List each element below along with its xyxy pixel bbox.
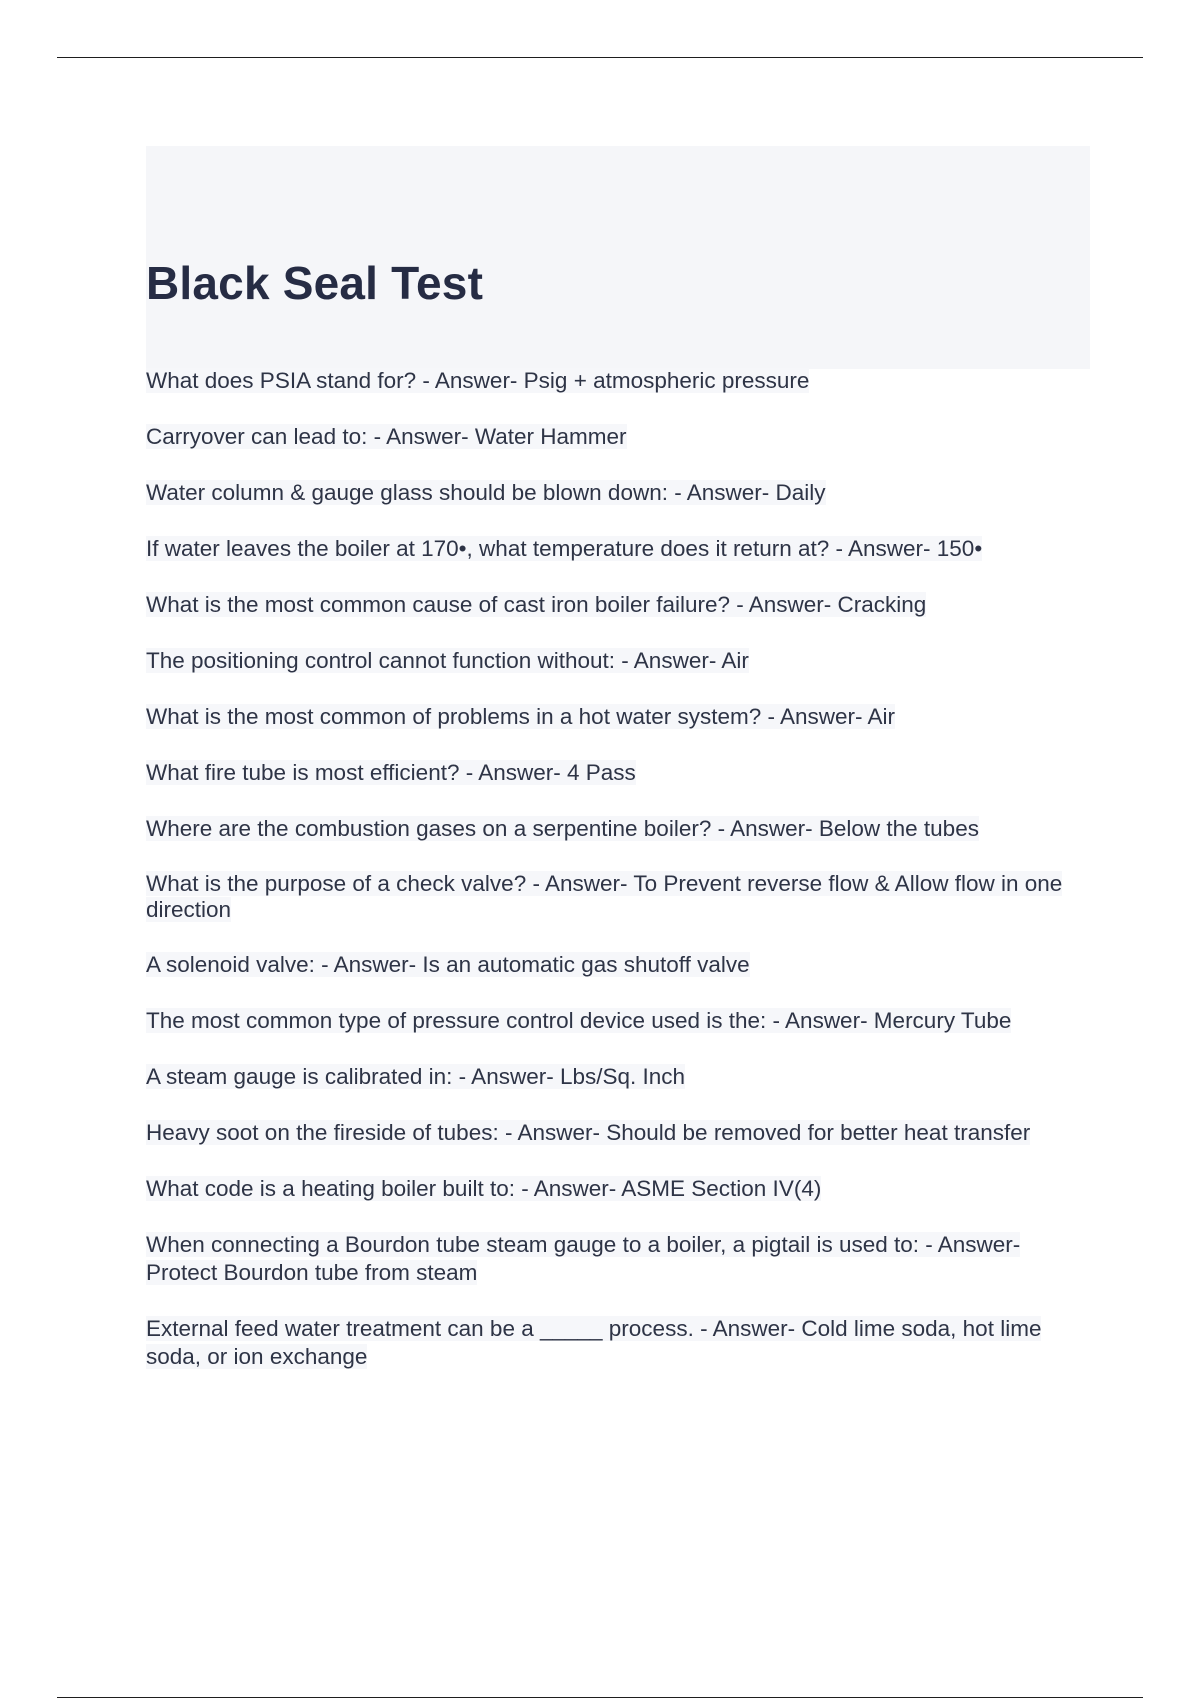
qa-text: What does PSIA stand for? - Answer- Psig + atmospheric pressure bbox=[146, 368, 810, 393]
qa-item bbox=[146, 591, 1090, 619]
qa-item bbox=[146, 1119, 1090, 1147]
qa-text: When connecting a Bourdon tube steam gauge to a boiler, a pigtail is used to: - Answer- Protect Bourdon tube from steam bbox=[146, 1232, 1021, 1285]
qa-item bbox=[146, 1063, 1090, 1091]
qa-item bbox=[146, 423, 1090, 451]
qa-text: What is the most common of problems in a hot water system? - Answer- Air bbox=[146, 704, 896, 729]
qa-item bbox=[146, 703, 1090, 731]
qa-text: The most common type of pressure control device used is the: - Answer- Mercury Tube bbox=[146, 1008, 1012, 1033]
qa-item bbox=[146, 1315, 1090, 1371]
qa-text: External feed water treatment can be a _____ process. - Answer- Cold lime soda, hot lime soda, or ion exchange bbox=[146, 1316, 1042, 1369]
qa-item bbox=[146, 759, 1090, 787]
qa-text: If water leaves the boiler at 170•, what temperature does it return at? - Answer- 150• bbox=[146, 536, 983, 561]
qa-item bbox=[146, 1175, 1090, 1203]
qa-text: Carryover can lead to: - Answer- Water Hammer bbox=[146, 424, 627, 449]
qa-text: A solenoid valve: - Answer- Is an automatic gas shutoff valve bbox=[146, 952, 750, 977]
qa-text: The positioning control cannot function without: - Answer- Air bbox=[146, 648, 749, 673]
qa-item bbox=[146, 951, 1090, 979]
page-title: Black Seal Test bbox=[146, 257, 484, 309]
qa-text: What is the most common cause of cast iron boiler failure? - Answer- Cracking bbox=[146, 592, 927, 617]
qa-item bbox=[146, 1007, 1090, 1035]
header-rule bbox=[57, 57, 1143, 58]
qa-item bbox=[146, 815, 1090, 843]
qa-text: Water column & gauge glass should be blown down: - Answer- Daily bbox=[146, 480, 826, 505]
qa-text: Heavy soot on the fireside of tubes: - Answer- Should be removed for better heat transfer bbox=[146, 1120, 1031, 1145]
qa-text: A steam gauge is calibrated in: - Answer- Lbs/Sq. Inch bbox=[146, 1064, 686, 1089]
qa-item bbox=[146, 871, 1090, 923]
qa-item bbox=[146, 1231, 1090, 1287]
qa-item bbox=[146, 535, 1090, 563]
qa-item bbox=[146, 647, 1090, 675]
qa-list bbox=[146, 367, 1090, 1371]
qa-text: What is the purpose of a check valve? - Answer- To Prevent reverse flow & Allow flow in one direction bbox=[146, 871, 1063, 922]
qa-text: What fire tube is most efficient? - Answer- 4 Pass bbox=[146, 760, 636, 785]
qa-item bbox=[146, 367, 1090, 395]
qa-text: What code is a heating boiler built to: - Answer- ASME Section IV(4) bbox=[146, 1176, 822, 1201]
qa-text: Where are the combustion gases on a serpentine boiler? - Answer- Below the tubes bbox=[146, 816, 979, 841]
footer-rule bbox=[57, 1697, 1143, 1698]
qa-item bbox=[146, 479, 1090, 507]
